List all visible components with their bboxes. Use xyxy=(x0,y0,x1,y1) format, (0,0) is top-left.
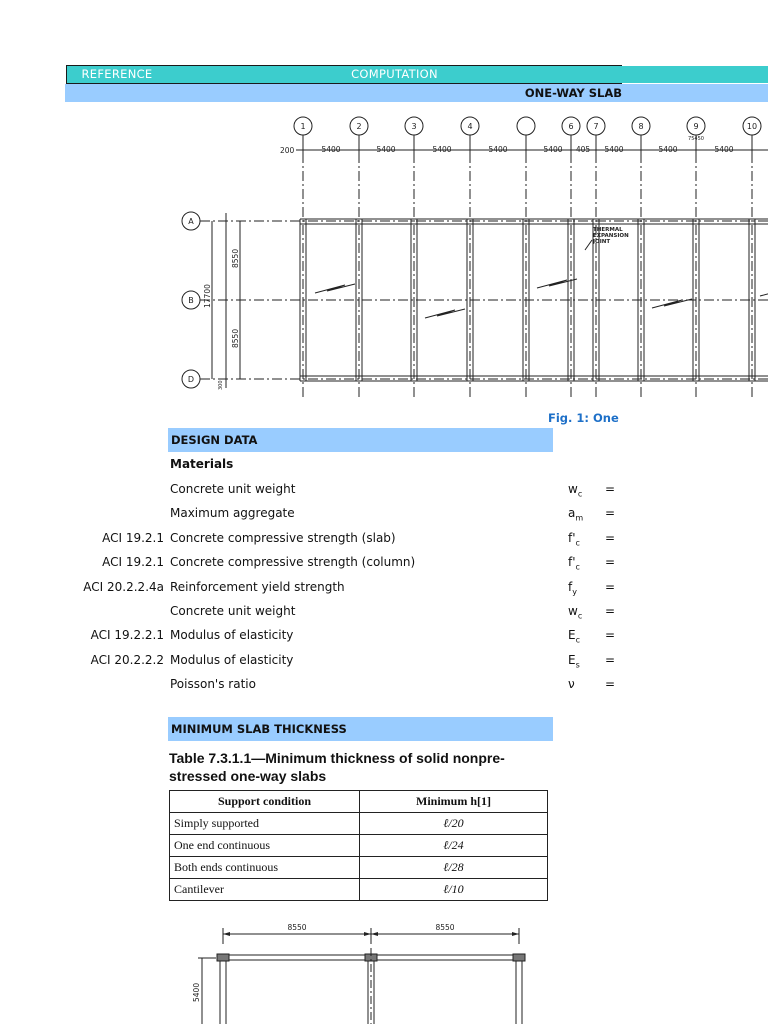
equals-sign: = xyxy=(605,530,616,545)
span-dimension: 5400 xyxy=(376,145,396,154)
design-data-heading: DESIGN DATA xyxy=(168,428,553,452)
description-cell: Modulus of elasticity xyxy=(170,628,294,643)
design-data-row xyxy=(0,648,768,672)
symbol: f xyxy=(568,579,573,594)
minimum-thickness-cell: ℓ/20 xyxy=(360,813,548,835)
vertical-dimension: 8550 xyxy=(231,328,240,348)
grid-bubble-label: 2 xyxy=(356,122,362,131)
joint-note: EXPANSION xyxy=(593,233,629,239)
design-data-row xyxy=(0,477,768,501)
minimum-thickness-cell: ℓ/24 xyxy=(360,835,548,857)
design-data-row xyxy=(0,550,768,574)
symbol: w xyxy=(568,482,578,496)
equals-sign: = xyxy=(605,506,616,521)
grid-bubbles xyxy=(182,117,761,388)
grid-bubble-label: 7 xyxy=(593,122,599,131)
span-dimension: 5400 xyxy=(488,145,508,154)
support-condition-cell: One end continuous xyxy=(170,835,360,857)
header-extension xyxy=(622,66,768,83)
edge-dimension: 300 xyxy=(218,380,224,390)
grid-bubble-label: 9 xyxy=(693,122,699,131)
symbol: w xyxy=(568,604,578,618)
grid-bubble-label: 8 xyxy=(638,122,644,131)
symbol-subscript: m xyxy=(575,513,584,523)
col-minimum-h: Minimum h[1] xyxy=(360,791,548,813)
design-data-row xyxy=(0,623,768,647)
description-cell: Modulus of elasticity xyxy=(170,652,294,667)
min-thickness-heading: MINIMUM SLAB THICKNESS xyxy=(168,717,553,741)
support-condition-cell: Simply supported xyxy=(170,813,360,835)
design-data-row xyxy=(0,599,768,623)
support-condition-cell: Both ends continuous xyxy=(170,857,360,879)
span-dimension: 5400 xyxy=(321,145,341,154)
equals-sign: = xyxy=(605,677,616,692)
symbol-subscript: c xyxy=(575,562,580,572)
section-drawing xyxy=(190,918,550,1024)
small-dimension: 75450 xyxy=(688,136,704,142)
table-row xyxy=(170,857,548,879)
equals-sign: = xyxy=(605,579,616,594)
vertical-dimension: 8550 xyxy=(231,248,240,268)
description-cell: Concrete unit weight xyxy=(170,604,296,618)
equals-sign: = xyxy=(605,604,616,618)
description-cell: Poisson's ratio xyxy=(170,677,256,692)
equals-sign: = xyxy=(605,555,616,570)
col-support-condition: Support condition xyxy=(170,791,360,813)
vertical-dimension: 17700 xyxy=(203,284,212,308)
design-data-row xyxy=(0,672,768,696)
computation-header: COMPUTATION xyxy=(167,65,622,84)
reference-cell: ACI 19.2.1 xyxy=(102,555,164,570)
section-span-1: 8550 xyxy=(287,923,307,932)
min-thickness-table xyxy=(169,790,548,901)
floor-plan-drawing xyxy=(0,108,768,408)
row-bubble-label: B xyxy=(188,296,194,305)
symbol-subscript: c xyxy=(577,611,583,621)
symbol: E xyxy=(568,628,576,643)
subtitle-bar xyxy=(65,84,768,102)
row-bubble-label: D xyxy=(187,375,195,384)
description-cell: Concrete unit weight xyxy=(170,482,296,496)
reference-header: REFERENCE xyxy=(66,65,168,84)
description-cell: Maximum aggregate xyxy=(170,506,295,521)
symbol-cell xyxy=(568,672,575,701)
grid-bubble-label: 1 xyxy=(300,122,306,131)
materials-label: Materials xyxy=(170,457,234,471)
support-condition-cell: Cantilever xyxy=(170,879,360,901)
joint-note: THERMAL xyxy=(593,227,623,233)
reference-cell: ACI 19.2.1 xyxy=(102,530,164,545)
section-height-dim: 5400 xyxy=(192,982,201,1002)
table-row xyxy=(170,835,548,857)
reference-cell: ACI 20.2.2.4a xyxy=(83,579,164,594)
symbol: E xyxy=(568,652,576,667)
span-dimension: 5400 xyxy=(543,145,563,154)
symbol: ν xyxy=(568,677,575,692)
description-cell: Concrete compressive strength (column) xyxy=(170,555,416,570)
page-subtitle: ONE-WAY SLAB xyxy=(524,86,622,100)
span-dimension: 405 xyxy=(575,145,591,154)
table-row xyxy=(170,813,548,835)
reference-cell: ACI 19.2.2.1 xyxy=(90,628,164,643)
symbol: f' xyxy=(568,555,576,570)
grid-bubble-label: 10 xyxy=(746,122,758,131)
description-cell: Concrete compressive strength (slab) xyxy=(170,530,396,545)
symbol-subscript: c xyxy=(577,489,583,499)
span-dimension: 5400 xyxy=(658,145,678,154)
equals-sign: = xyxy=(605,482,616,496)
symbol-subscript: c xyxy=(575,538,580,548)
symbol-subscript: y xyxy=(572,586,577,596)
left-dimension: 200 xyxy=(280,146,295,155)
grid-bubble-label: 3 xyxy=(411,122,417,131)
grid-bubble-label: 6 xyxy=(568,122,574,131)
description-cell: Reinforcement yield strength xyxy=(170,579,345,594)
section-span-2: 8550 xyxy=(435,923,455,932)
span-dimension: 5400 xyxy=(604,145,624,154)
reference-cell: ACI 20.2.2.2 xyxy=(90,652,164,667)
symbol-subscript: c xyxy=(575,635,580,645)
equals-sign: = xyxy=(605,652,616,667)
minimum-thickness-cell: ℓ/28 xyxy=(360,857,548,879)
design-data-row xyxy=(0,501,768,525)
row-bubble-label: A xyxy=(188,217,194,226)
joint-note: JOINT xyxy=(593,239,611,245)
grid-bubble-label: 4 xyxy=(467,122,473,131)
equals-sign: = xyxy=(605,628,616,643)
symbol: f' xyxy=(568,530,576,545)
table-row xyxy=(170,879,548,901)
symbol: a xyxy=(568,506,576,521)
table-title: Table 7.3.1.1—Minimum thickness of solid nonpre-stressed one-way slabs xyxy=(169,750,505,784)
design-data-row xyxy=(0,575,768,599)
design-data-row xyxy=(0,526,768,550)
span-dimension: 5400 xyxy=(432,145,452,154)
minimum-thickness-cell: ℓ/10 xyxy=(360,879,548,901)
symbol-subscript: s xyxy=(575,660,580,670)
figure-caption: Fig. 1: One xyxy=(548,411,619,425)
span-dimension: 5400 xyxy=(714,145,734,154)
